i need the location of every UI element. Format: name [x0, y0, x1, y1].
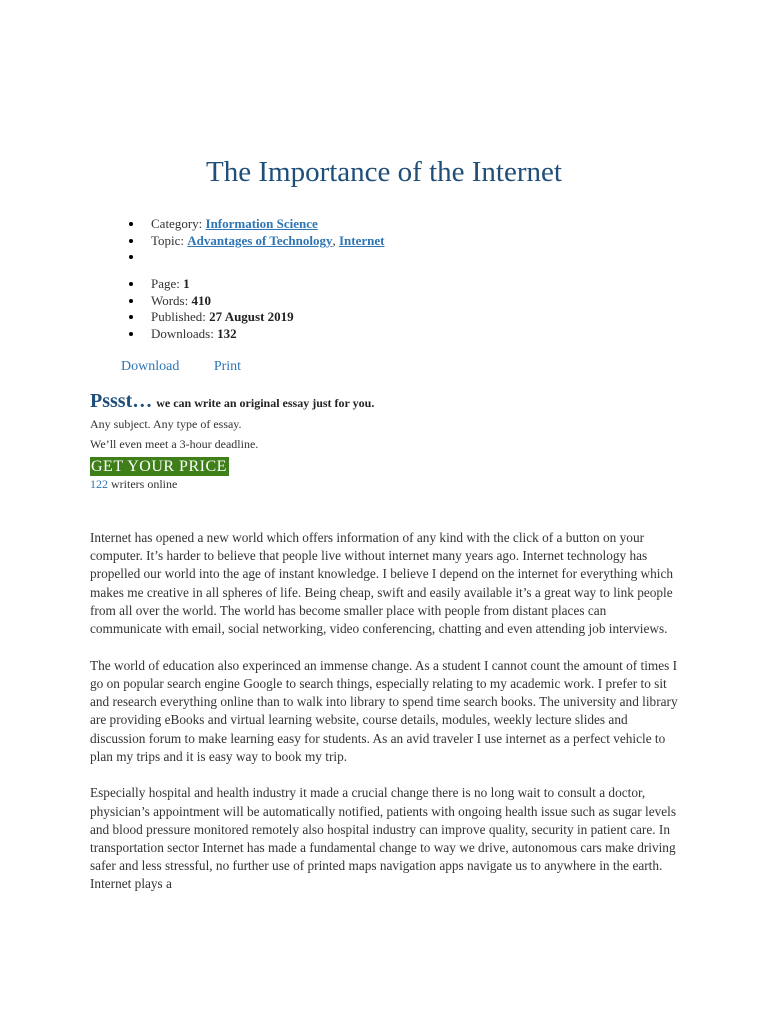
essay-meta-list [125, 216, 384, 266]
page-value: 1 [183, 276, 190, 291]
page-label: Page: [151, 276, 180, 291]
meta-words [125, 293, 294, 310]
print-link[interactable]: Print [213, 359, 242, 374]
promo-box [90, 388, 690, 492]
essay-paragraph: The world of education also experinced an immense change. As a student I cannot count the amount of times I go on popular search engine Google to search things, especially relating to my academic work. I prefer to sit and research everything online than to walk into library to spend time search books. The university and library are providing eBooks and virtual learning website, course details, modules, weekly lecture slides and discussion forum to make learning easy for students. As an avid traveler I use internet as a perfect vehicle to plan my trips and it is easy way to book my trip. [90, 657, 678, 764]
downloads-value: 132 [217, 325, 237, 341]
essay-actions [121, 359, 241, 375]
published-label: Published: [151, 309, 206, 324]
topic-label: Topic: [151, 232, 185, 248]
essay-paragraph: Especially hospital and health industry it made a crucial change there is no long wait to consult a doctor, physician’s appointment will be automatically notified, patients with ongoing health issue such as sugar levels and blood pressure monitored remotely also hospital industry can improve quality, security in patient care. In transportation sector Internet has made a fundamental change to way we drive, autonomous cars make driving safer and less stressful, no further use of printed maps navigation apps navigate us to anywhere in the earth. Internet plays a [90, 785, 677, 892]
writers-label: writers online [111, 477, 178, 491]
pssst-text: Pssst… [90, 390, 153, 412]
promo-line-1: Any subject. Any type of essay. [90, 417, 242, 431]
meta-empty-item [125, 249, 384, 266]
meta-category [125, 216, 384, 233]
essay-body [90, 529, 680, 912]
meta-published [125, 309, 294, 326]
category-label: Category: [151, 216, 203, 231]
page-title: The Importance of the Internet [206, 156, 562, 188]
essay-stats-list [125, 276, 294, 342]
topic-separator: , [332, 232, 336, 248]
topic-link-internet[interactable]: Internet [338, 232, 385, 248]
pssst-subtext: we can write an original essay just for you. [156, 396, 375, 410]
published-value: 27 August 2019 [209, 309, 294, 324]
get-price-button[interactable]: GET YOUR PRICE [91, 458, 227, 475]
promo-headline [90, 388, 690, 414]
download-link[interactable]: Download [121, 359, 180, 374]
words-label: Words: [151, 292, 189, 308]
writers-online [90, 476, 690, 492]
meta-page [125, 276, 294, 293]
promo-line-2: We’ll even meet a 3-hour deadline. [90, 437, 259, 451]
words-value: 410 [191, 292, 211, 308]
category-link[interactable]: Information Science [205, 216, 318, 231]
downloads-label: Downloads: [151, 325, 214, 341]
topic-link-technology[interactable]: Advantages of Technology [187, 232, 333, 248]
essay-paragraph: Internet has opened a new world which offers information of any kind with the click of a button on your computer. It’s harder to believe that people live without internet many years ago. Internet technology has propelled our world into the age of instant knowledge. I believe I depend on the internet for everything which makes me creative in all spheres of life. Being cheap, swift and easily available it’s a great way to link people from all over the world. The world has become smaller place with people from distant places can communicate with email, social networking, video conferencing, chatting and even attending job interviews. [90, 530, 674, 637]
writers-count[interactable]: 122 [90, 477, 108, 491]
meta-topic [125, 233, 384, 250]
meta-downloads [125, 326, 294, 343]
